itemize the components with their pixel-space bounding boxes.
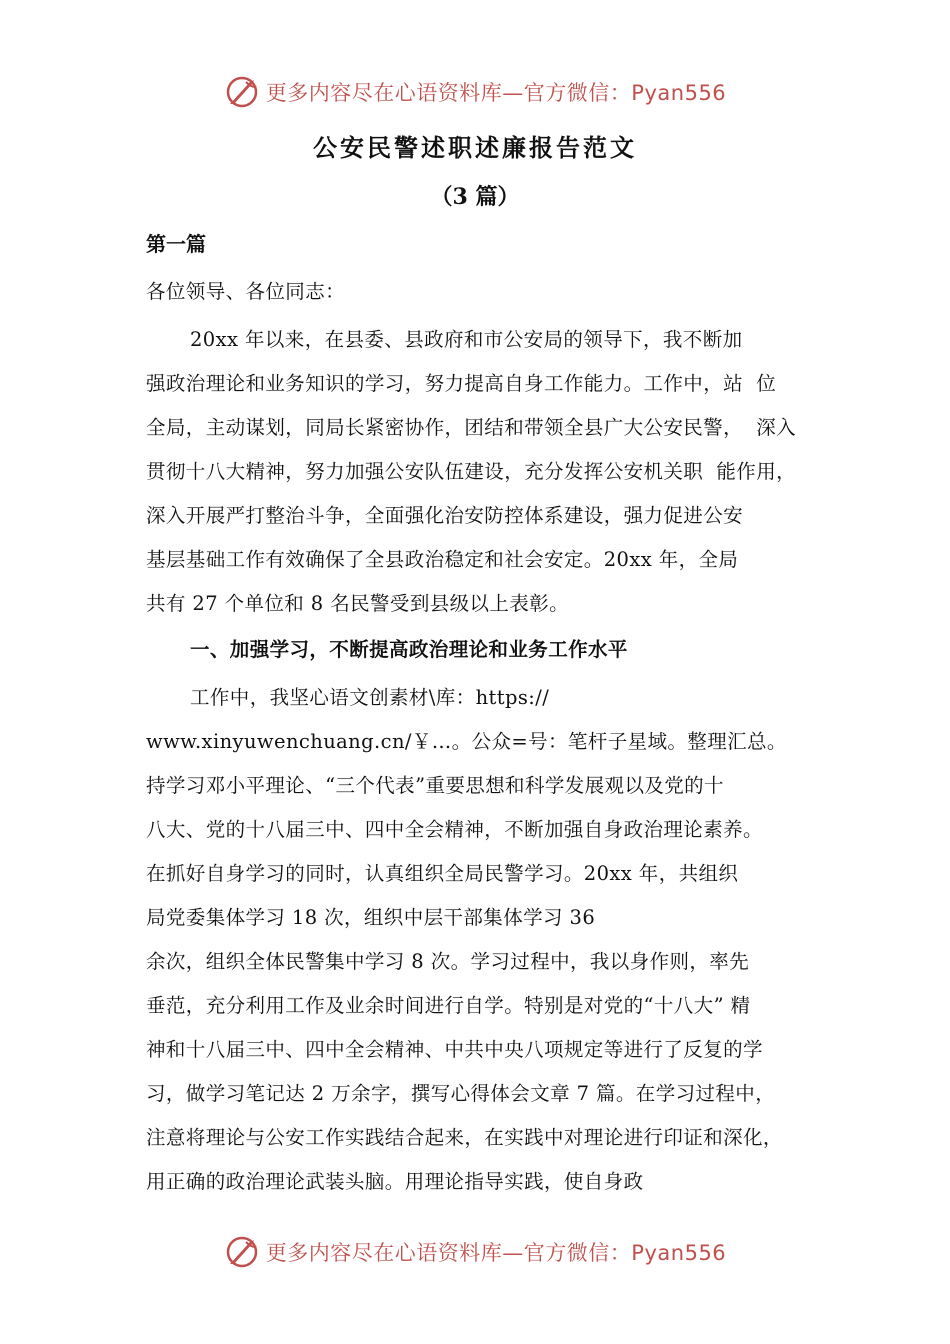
text-line: www.xinyuwenchuang.cn/￥…。公众=号：笔杆子星域。整理汇总。 [146, 730, 787, 753]
text-line: 八大、党的十八届三中、四中全会精神，不断加强自身政治理论素养。 [146, 818, 763, 841]
quill-logo-icon [224, 1234, 260, 1270]
footer-banner [0, 1232, 950, 1272]
text-line: 基层基础工作有效确保了全县政治稳定和社会安定。20xx 年，全局 [146, 548, 739, 571]
document-subtitle: （3 篇） [430, 184, 520, 210]
header-banner [0, 72, 950, 112]
section-label: 第一篇 [146, 232, 206, 256]
section-heading: 一、加强学习，不断提高政治理论和业务工作水平 [190, 638, 628, 661]
text-line: 用正确的政治理论武装头脑。用理论指导实践，使自身政 [146, 1170, 644, 1193]
text-line: 持学习邓小平理论、“三个代表”重要思想和科学发展观以及党的十 [146, 774, 724, 797]
text-line: 共有 27 个单位和 8 名民警受到县级以上表彰。 [146, 592, 570, 615]
text-line: 在抓好自身学习的同时，认真组织全局民警学习。20xx 年，共组织 [146, 862, 739, 885]
header-banner-text: 更多内容尽在心语资料库—官方微信：Pyan556 [265, 81, 727, 105]
text-line: 工作中，我坚心语文创素材\库：https:// [190, 686, 550, 709]
text-line: 各位领导、各位同志： [146, 280, 346, 303]
document-title: 公安民警述职述廉报告范文 [313, 133, 637, 162]
text-line: 强政治理论和业务知识的学习，努力提高自身工作能力。工作中，站 位 [146, 372, 777, 395]
text-line: 贯彻十八大精神，努力加强公安队伍建设，充分发挥公安机关职 能作用， [146, 460, 796, 483]
quill-logo-icon [224, 74, 260, 110]
text-line: 垂范，充分利用工作及业余时间进行自学。特别是对党的“十八大” 精 [146, 994, 751, 1017]
text-line: 全局，主动谋划，同局长紧密协作，团结和带领全县广大公安民警， 深入 [146, 416, 796, 439]
text-line: 习，做学习笔记达 2 万余字，撰写心得体会文章 7 篇。在学习过程中， [146, 1082, 776, 1105]
footer-banner-text: 更多内容尽在心语资料库—官方微信：Pyan556 [265, 1241, 727, 1265]
text-line: 注意将理论与公安工作实践结合起来，在实践中对理论进行印证和深化， [146, 1126, 783, 1149]
text-line: 余次，组织全体民警集中学习 8 次。学习过程中，我以身作则，率先 [146, 950, 750, 973]
text-line: 神和十八届三中、四中全会精神、中共中央八项规定等进行了反复的学 [146, 1038, 763, 1061]
text-line: 20xx 年以来，在县委、县政府和市公安局的领导下，我不断加 [190, 328, 743, 351]
text-line: 局党委集体学习 18 次，组织中层干部集体学习 36 [146, 906, 596, 929]
text-line: 深入开展严打整治斗争，全面强化治安防控体系建设，强力促进公安 [146, 504, 744, 527]
